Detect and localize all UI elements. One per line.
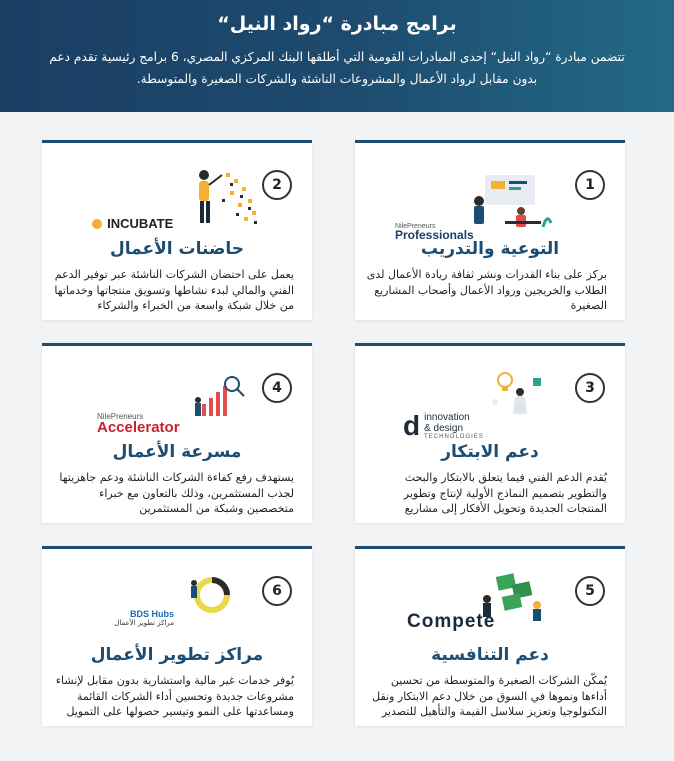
program-number: 4 bbox=[262, 373, 292, 403]
program-description: يُقدم الدعم الفني فيما يتعلق بالابتكار والبحث والتطوير بتصميم النماذج الأولية لإنتاج وتطوير المنتجات الجديدة وتحويل الأفكار إلى مشاريع bbox=[403, 471, 607, 515]
program-card-1 bbox=[355, 140, 625, 320]
program-card-4 bbox=[42, 343, 312, 523]
program-title: مراكز تطوير الأعمال bbox=[90, 645, 264, 665]
program-description: يُوفر خدمات غير مالية واستشارية بدون مقابل لإنشاء مشروعات جديدة وتحسين أداء الشركات القائمة ومساعدتها على النمو وتيسير حصولها على التمويل bbox=[55, 674, 294, 718]
program-title: التوعية والتدريب bbox=[420, 239, 560, 259]
program-card-2 bbox=[42, 140, 312, 320]
program-number: 3 bbox=[575, 373, 605, 403]
incubate-logo: INCUBATE bbox=[92, 213, 173, 232]
program-description: يستهدف رفع كفاءة الشركات الناشئة ودعم جاهزيتها لجذب المستثمرين، وذلك بالتعاون مع خبراء متخصصين وشبكة من المستثمرين bbox=[59, 471, 294, 515]
program-number: 5 bbox=[575, 576, 605, 606]
innovation-design-logo: d innovation & design TECHNOLOGIES bbox=[403, 410, 484, 441]
incubator-illustration-icon bbox=[182, 165, 262, 231]
accelerator-illustration-icon bbox=[192, 374, 252, 419]
innovation-illustration-icon bbox=[475, 368, 550, 418]
program-number: 2 bbox=[262, 170, 292, 200]
program-title: حاضنات الأعمال bbox=[109, 239, 245, 259]
training-illustration-icon bbox=[465, 171, 555, 231]
bds-hubs-logo: BDS Hubs مراكز تطوير الأعمال bbox=[114, 609, 174, 627]
program-description: يُمكّن الشركات الصغيرة والمتوسطة من تحسين أداءها ونموها في السوق من خلال دعم الابتكار ونقل التكنولوجيا وتعزيز سلاسل القيمة والتأهيل للتصدير bbox=[372, 674, 607, 718]
program-description: يعمل على احتضان الشركات الناشئة عبر توفير الدعم الفني والمالي لبدء نشاطها وتسويق منتجاتها وخدماتها من خلال شبكة واسعة من الخبراء والشركاء bbox=[54, 268, 294, 312]
program-number: 1 bbox=[575, 170, 605, 200]
program-description: بركز على بناء القدرات ونشر ثقافة ريادة الأعمال لدى الطلاب والخريجين ورواد الأعمال وأصحاب المشاريع الصغيرة bbox=[366, 268, 607, 312]
page-title: برامج مبادرة “رواد النيل“ bbox=[217, 13, 457, 35]
program-title: دعم الابتكار bbox=[441, 442, 539, 462]
program-card-3 bbox=[355, 343, 625, 523]
program-number: 6 bbox=[262, 576, 292, 606]
program-title: دعم التنافسية bbox=[431, 645, 549, 665]
program-card-5 bbox=[355, 546, 625, 726]
compete-logo: Compete bbox=[407, 611, 496, 632]
page-subtitle: تتضمن مبادرة “رواد النيل“ إحدى المبادرات القومية التي أطلقها البنك المركزي المصري، 6 برامج رئيسية تقدم دعم بدون مقابل لرواد الأعمال والمشروعات الناشئة والشركات الصغيرة والمتوسطة. bbox=[49, 50, 625, 86]
program-title: مسرعة الأعمال bbox=[112, 442, 242, 462]
program-card-6 bbox=[42, 546, 312, 726]
header-banner bbox=[0, 0, 674, 112]
accelerator-logo: NilePreneurs Accelerator bbox=[97, 412, 180, 436]
bds-hubs-illustration-icon bbox=[184, 573, 234, 613]
professionals-logo: NilePreneurs Professionals bbox=[395, 223, 474, 242]
